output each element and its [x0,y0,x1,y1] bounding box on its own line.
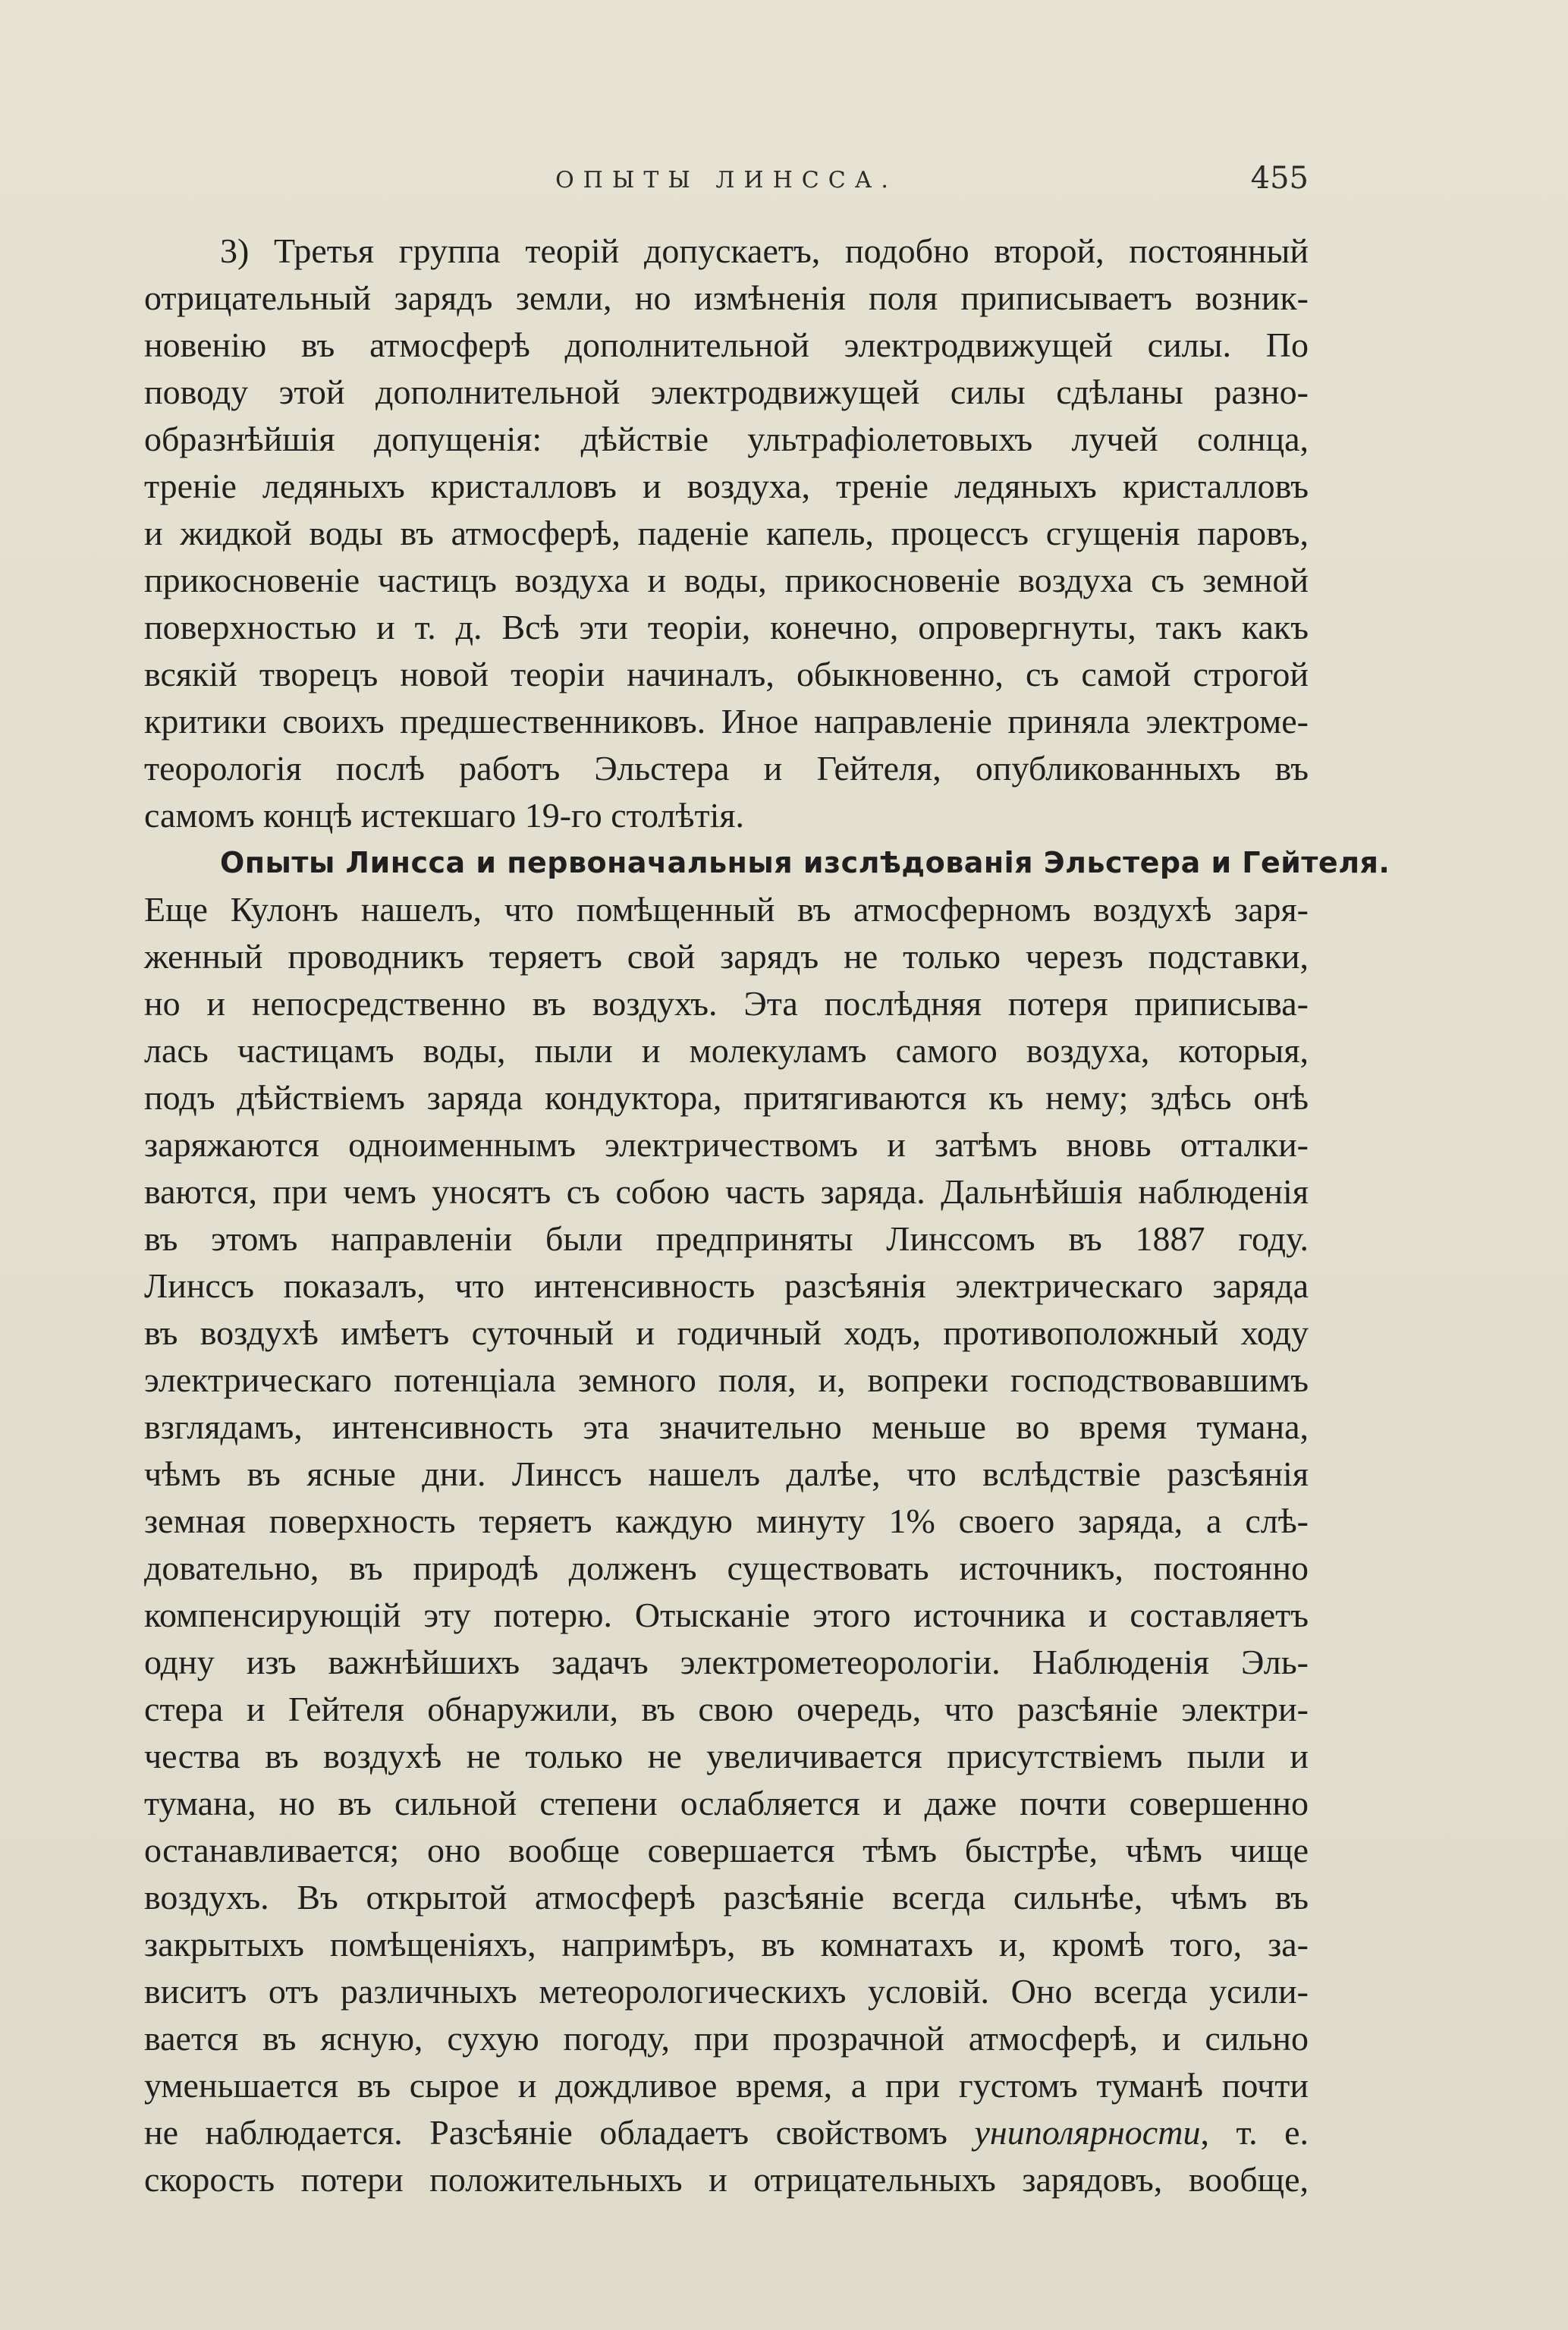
text-line-with-emphasis [144,2109,1309,2156]
running-title: ОПЫТЫ ЛИНССА. [555,167,897,193]
text-line: отрицательный зарядъ земли, но измѣненія поля приписываетъ возник- [144,278,1309,317]
text-line: заряжаются одноименнымъ электричествомъ и затѣмъ вновь отталки- [144,1125,1309,1164]
text-line: воздухъ. Въ открытой атмосферѣ разсѣяніе всегда сильнѣе, чѣмъ въ [144,1878,1309,1917]
text-line: новенію въ атмосферѣ дополнительной электродвижущей силы. По [144,325,1309,364]
text-line: поводу этой дополнительной электродвижущей силы сдѣланы разно- [144,373,1309,411]
text-line: и жидкой воды въ атмосферѣ, паденіе капель, процессъ сгущенія паровъ, [144,514,1309,552]
text-line: поверхностью и т. д. Всѣ эти теоріи, конечно, опровергнуты, такъ какъ [144,608,1309,646]
text-line: ваются, при чемъ уносятъ съ собою часть заряда. Дальнѣйшія наблюденія [144,1172,1309,1211]
paragraph-1 [144,228,1309,839]
section-heading: Опыты Линсса и первоначальныя изслѣдованія Эльстера и Гейтеля. [220,846,1390,879]
text-line: виситъ отъ различныхъ метеорологическихъ условій. Оно всегда усили- [144,1972,1309,2011]
text-line: чества въ воздухѣ не только не увеличивается присутствіемъ пыли и [144,1737,1309,1775]
paragraph-2 [144,839,1390,2203]
text-line: прикосновеніе частицъ воздуха и воды, прикосновеніе воздуха съ земной [144,561,1309,599]
page-header [144,161,1309,206]
text-line: останавливается; оно вообще совершается тѣмъ быстрѣе, чѣмъ чище [144,1831,1309,1869]
body-text [144,228,1390,2203]
text-line: электрическаго потенціала земного поля, и, вопреки господствовавшимъ [144,1360,1309,1399]
text-line: теорологія послѣ работъ Эльстера и Гейтеля, опубликованныхъ въ [144,749,1309,788]
text-line: закрытыхъ помѣщеніяхъ, напримѣръ, въ комнатахъ и, кромѣ того, за- [144,1925,1309,1964]
text-line: женный проводникъ теряетъ свой зарядъ не только черезъ подставки, [144,937,1309,976]
text-line: Линссъ показалъ, что интенсивность разсѣянія электрическаго заряда [144,1266,1309,1305]
text-line: лась частицамъ воды, пыли и молекуламъ самого воздуха, которыя, [144,1031,1309,1070]
text-line: вается въ ясную, сухую погоду, при прозрачной атмосферѣ, и сильно [144,2019,1309,2058]
text-line: компенсирующій эту потерю. Отысканіе этого источника и составляетъ [144,1596,1309,1634]
text-line: земная поверхность теряетъ каждую минуту 1% своего заряда, а слѣ- [144,1501,1309,1540]
text-line: образнѣйшія допущенія: дѣйствіе ультрафіолетовыхъ лучей солнца, [144,420,1309,458]
text-line: критики своихъ предшественниковъ. Иное направленіе приняла электроме- [144,702,1309,741]
text-line: чѣмъ въ ясные дни. Линссъ нашелъ далѣе, что вслѣдствіе разсѣянія [144,1454,1309,1493]
text-line: но и непосредственно въ воздухъ. Эта послѣдняя потеря приписыва- [144,984,1309,1023]
text-line: Еще Кулонъ нашелъ, что помѣщенный въ атмосферномъ воздухѣ заря- [144,890,1309,929]
emphasized-term: униполярности [974,2113,1201,2152]
line-text-after: , т. е. [1200,2113,1309,2152]
text-line: самомъ концѣ истекшаго 19-го столѣтія. [144,796,745,835]
text-line: 3) Третья группа теорій допускаетъ, подобно второй, постоянный [220,231,1309,270]
text-line: подъ дѣйствіемъ заряда кондуктора, притягиваются къ нему; здѣсь онѣ [144,1078,1309,1117]
line-text-before: не наблюдается. Разсѣяніе обладаетъ свойствомъ [144,2113,975,2152]
text-line: всякій творецъ новой теоріи начиналъ, обыкновенно, съ самой строгой [144,655,1309,693]
text-line: треніе ледяныхъ кристалловъ и воздуха, треніе ледяныхъ кристалловъ [144,467,1309,505]
page-number: 455 [1250,161,1309,196]
text-line: въ воздухѣ имѣетъ суточный и годичный ходъ, противоположный ходу [144,1313,1309,1352]
text-line: скорость потери положительныхъ и отрицательныхъ зарядовъ, вообще, [144,2160,1309,2199]
text-line: тумана, но въ сильной степени ослабляется и даже почти совершенно [144,1784,1309,1822]
text-line: довательно, въ природѣ долженъ существовать источникъ, постоянно [144,1549,1309,1587]
text-line: уменьшается въ сырое и дождливое время, а при густомъ туманѣ почти [144,2066,1309,2105]
text-line: взглядамъ, интенсивность эта значительно меньше во время тумана, [144,1407,1309,1446]
text-line: одну изъ важнѣйшихъ задачъ электрометеорологіи. Наблюденія Эль- [144,1643,1309,1681]
text-line: въ этомъ направленіи были предприняты Линссомъ въ 1887 году. [144,1219,1309,1258]
text-line: стера и Гейтеля обнаружили, въ свою очередь, что разсѣяніе электри- [144,1690,1309,1728]
